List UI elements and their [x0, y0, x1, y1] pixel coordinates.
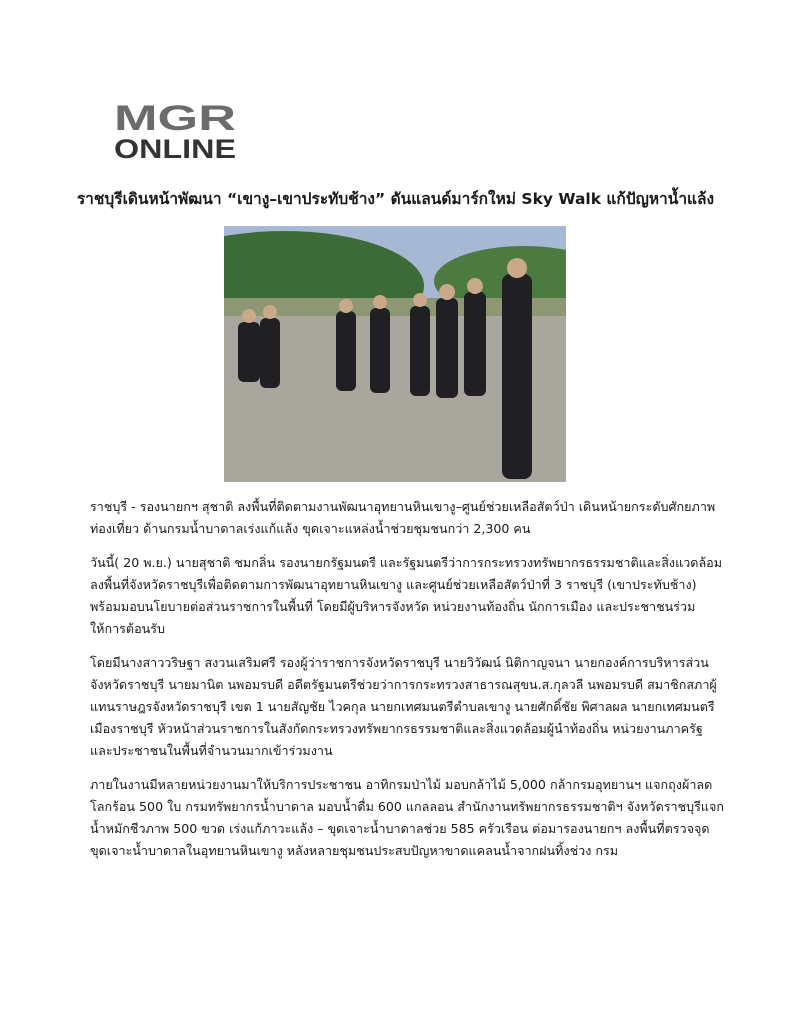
- paragraph-lead: ราชบุรี - รองนายกฯ สุชาติ ลงพื้นที่ติดตามงานพัฒนาอุทยานหินเขางู–ศูนย์ช่วยเหลือสัตว์ป่า เดินหน้ายกระดับศักยภาพท่องเที่ยว ด้านกรมน้ำบาดาลเร่งแก้แล้ง ขุดเจาะแหล่งน้ำช่วยชุมชนกว่า 2,300 คน: [90, 499, 716, 536]
- paragraph-4: ภายในงานมีหลายหน่วยงานมาให้บริการประชาชน อาทิกรมป่าไม้ มอบกล้าไม้ 5,000 กล้ากรมอุทยานฯ แจกถุงผ้าลดโลกร้อน 500 ใบ กรมทรัพยากรน้ำบาดาล มอบน้ำดื่ม 600 แกลลอน สำนักงานทรัพยากรธรรมชาติฯ จังหวัดราชบุรีแจกน้ำหมักชีวภาพ 500 ขวด เร่งแก้ภาวะแล้ง – ขุดเจาะน้ำบาดาลช่วย 585 ครัวเรือน ต่อมารองนายกฯ ลงพื้นที่ตรวจจุดขุดเจาะน้ำบาดาลในอุทยานหินเขางู หลังหลายชุมชนประสบปัญหาขาดแคลนน้ำจากฝนทิ้งช่วง กรม: [90, 777, 725, 858]
- article-headline: ราชบุรีเดินหน้าพัฒนา “เขางู–เขาประทับช้าง” ดันแลนด์มาร์กใหม่ Sky Walk แก้ปัญหาน้ำแล้ง: [76, 190, 715, 208]
- paragraph-2: วันนี้( 20 พ.ย.) นายสุชาติ ชมกลิ่น รองนายกรัฐมนตรี และรัฐมนตรีว่าการกระทรวงทรัพยากรธรรมชาติและสิ่งแวดล้อม ลงพื้นที่จังหวัดราชบุรีเพื่อติดตามการพัฒนาอุทยานหินเขางู และศูนย์ช่วยเหลือสัตว์ป่าที่ 3 ราชบุรี (เขาประทับช้าง) พร้อมมอบนโยบายต่อส่วนราชการในพื้นที่ โดยมีผู้บริหารจังหวัด หน่วยงานท้องถิ่น นักการเมือง และประชาชนร่วมให้การต้อนรับ: [90, 555, 723, 636]
- paragraph-3: โดยมีนางสาววริษฐา สงวนเสริมศรี รองผู้ว่าราชการจังหวัดราชบุรี นายวิวัฒน์ นิติกาญจนา นายกองค์การบริหารส่วนจังหวัดราชบุรี นายมานิต นพอมรบดี อดีตรัฐมนตรีช่วยว่าการกระทรวงสาธารณสุขน.ส.กุลวลี นพอมรบดี สมาชิกสภาผู้แทนราษฎรจังหวัดราชบุรี เขต 1 นายสัญชัย ไวคกุล นายกเทศมนตรีตำบลเขางู นายศักดิ์ชัย พิศาลผล นายกเทศมนตรีเมืองราชบุรี หัวหน้าส่วนราชการในสังกัดกระทรวงทรัพยากรธรรมชาติและสิ่งแวดล้อมผู้นำท้องถิ่น หน่วยงานภาครัฐ และประชาชนในพื้นที่จำนวนมากเข้าร่วมงาน: [90, 655, 717, 758]
- article-photo: [224, 226, 566, 482]
- mgr-online-logo: [112, 100, 242, 164]
- article-body: [90, 496, 725, 874]
- logo-line-2: ONLINE: [114, 134, 236, 164]
- logo-line-1: MGR: [114, 100, 236, 138]
